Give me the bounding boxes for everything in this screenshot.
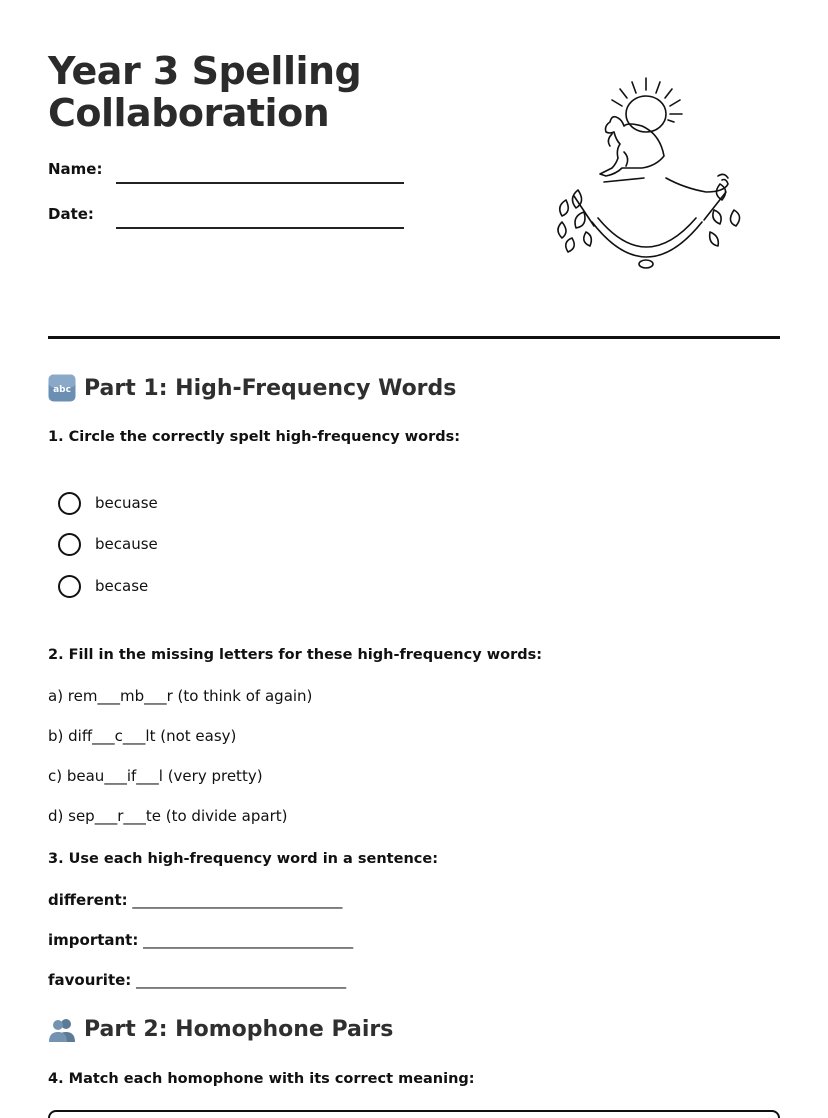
sentence-line[interactable]: ____________________________ [143, 931, 354, 949]
sentence-word: favourite: [48, 971, 132, 989]
people-icon [48, 1015, 76, 1043]
sentence-word: different: [48, 891, 128, 909]
sentence-row-important[interactable] [48, 931, 353, 949]
abc-icon [48, 374, 76, 402]
question-3-prompt: 3. Use each high-frequency word in a sentence: [48, 851, 438, 867]
fill-item-b: b) diff___c___lt (not easy) [48, 727, 237, 745]
question-1-prompt: 1. Circle the correctly spelt high-frequency words: [48, 429, 461, 445]
name-line[interactable] [116, 182, 404, 184]
title-line-2: Collaboration [48, 91, 330, 135]
kangaroo-emblem-logo [548, 72, 748, 277]
part1-heading-text: Part 1: High-Frequency Words [84, 375, 457, 401]
option-label: becase [95, 577, 149, 595]
sentence-row-favourite[interactable] [48, 971, 346, 989]
part2-heading-text: Part 2: Homophone Pairs [84, 1016, 394, 1042]
homophone-match-box [48, 1110, 780, 1118]
option-radio-circle[interactable] [58, 575, 81, 598]
option-label: because [95, 535, 158, 553]
page-title [48, 50, 468, 134]
fill-item-c: c) beau___if___l (very pretty) [48, 767, 263, 785]
sentence-word: important: [48, 931, 139, 949]
question-2-prompt: 2. Fill in the missing letters for these high-frequency words: [48, 647, 543, 663]
option-because[interactable] [58, 532, 158, 556]
fill-item-a: a) rem___mb___r (to think of again) [48, 687, 313, 705]
part2-heading [48, 1015, 393, 1043]
svg-text:abc: abc [53, 385, 71, 395]
sentence-line[interactable]: ____________________________ [136, 971, 347, 989]
option-label: becuase [95, 494, 158, 512]
fill-item-d: d) sep___r___te (to divide apart) [48, 807, 288, 825]
date-label: Date: [48, 205, 94, 223]
name-label: Name: [48, 160, 103, 178]
sentence-row-different[interactable] [48, 891, 342, 909]
name-field[interactable] [48, 160, 408, 184]
date-field[interactable] [48, 205, 408, 229]
option-radio-circle[interactable] [58, 492, 81, 515]
option-becase[interactable] [58, 574, 148, 598]
option-becuase[interactable] [58, 491, 158, 515]
sentence-line[interactable]: ____________________________ [132, 891, 343, 909]
option-radio-circle[interactable] [58, 533, 81, 556]
question-4-prompt: 4. Match each homophone with its correct meaning: [48, 1071, 475, 1087]
title-line-1: Year 3 Spelling [48, 49, 362, 93]
part1-heading [48, 374, 456, 402]
date-line[interactable] [116, 227, 404, 229]
section-divider [48, 336, 780, 339]
